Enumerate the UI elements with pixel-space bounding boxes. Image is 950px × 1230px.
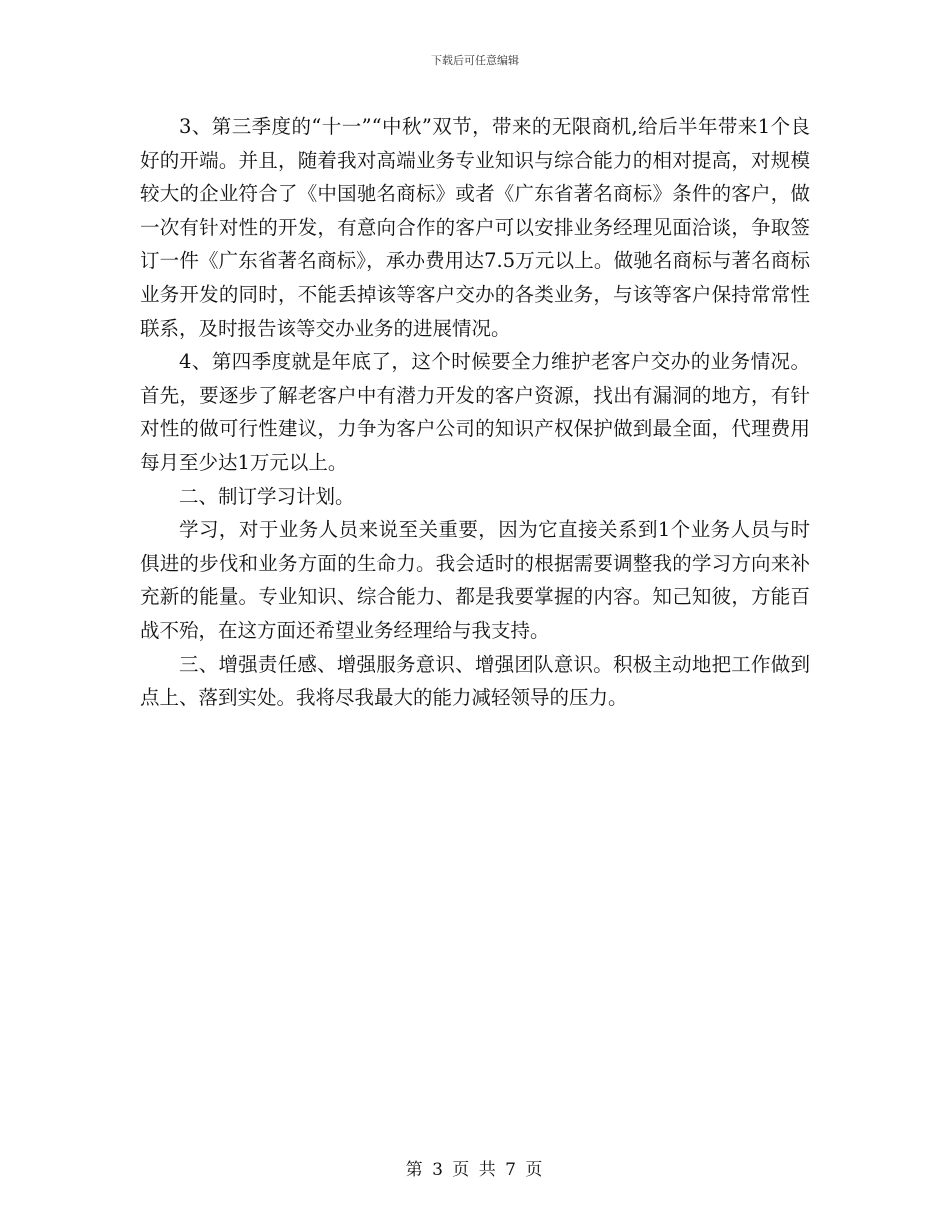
paragraph-q3-plan: 3、第三季度的“十一”“中秋”双节，带来的无限商机,给后半年带来1个良好的开端。并且，随着我对高端业务专业知识与综合能力的相对提高，对规模较大的企业符合了《中国驰名商标》或者《广东省著名商标》条件的客户，做一次有针对性的开发，有意向合作的客户可以安排业务经理见面洽谈，争取签订一件《广东省著名商标》，承办费用达7.5万元以上。做驰名商标与著名商标业务开发的同时，不能丢掉该等客户交办的各类业务，与该等客户保持常常性联系，及时报告该等交办业务的进展情况。 <box>140 115 810 340</box>
paragraph-study: 学习，对于业务人员来说至关重要，因为它直接关系到1个业务人员与时俱进的步伐和业务方面的生命力。我会适时的根据需要调整我的学习方向来补充新的能量。专业知识、综合能力、都是我要掌握的内容。知己知彼，方能百战不殆，在这方面还希望业务经理给与我支持。 <box>140 518 810 642</box>
section-heading-study-plan: 二、制订学习计划。 <box>179 484 355 508</box>
document-body <box>140 110 810 715</box>
page-header: 下载后可任意编辑 <box>431 54 519 67</box>
page-number: 第 3 页 共 7 页 <box>405 1160 545 1180</box>
paragraph-q4-plan: 4、第四季度就是年底了，这个时候要全力维护老客户交办的业务情况。首先，要逐步了解老客户中有潜力开发的客户资源，找出有漏洞的地方，有针对性的做可行性建议，力争为客户公司的知识产权保护做到最全面，代理费用每月至少达1万元以上。 <box>140 350 810 474</box>
paragraph-responsibility: 三、增强责任感、增强服务意识、增强团队意识。积极主动地把工作做到点上、落到实处。我将尽我最大的能力减轻领导的压力。 <box>140 652 810 710</box>
